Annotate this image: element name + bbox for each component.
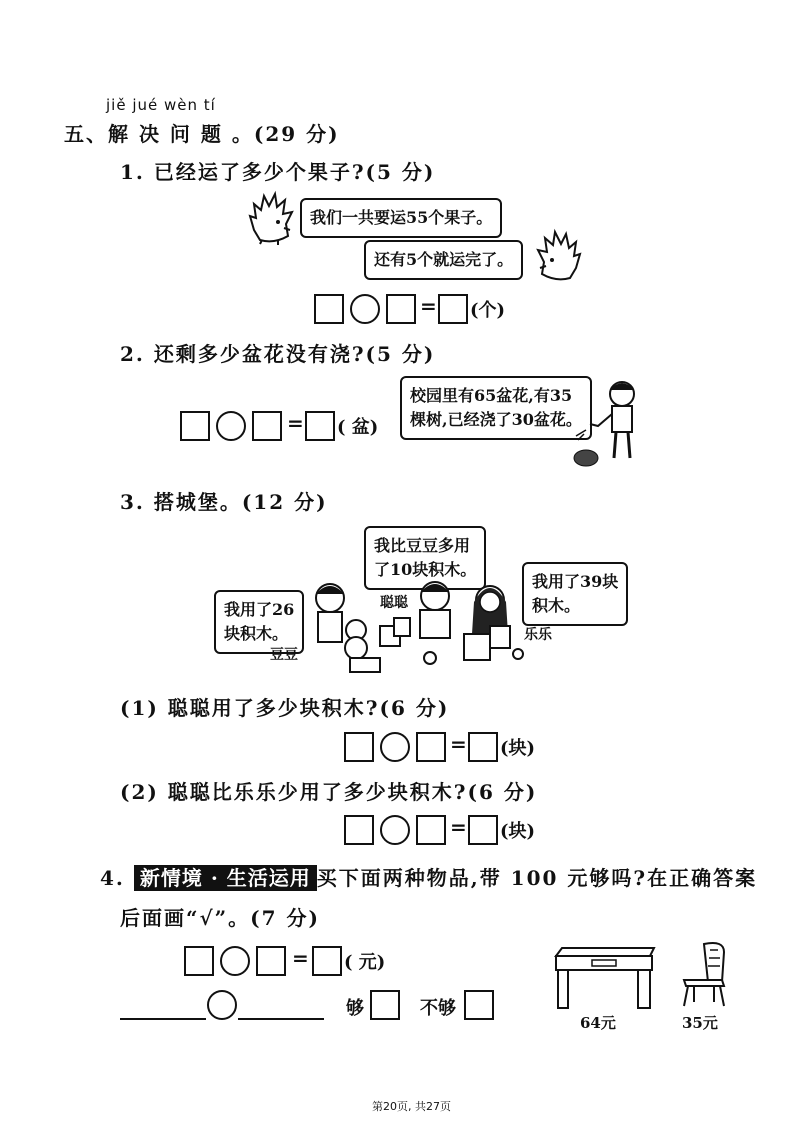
name-lele: 乐乐 <box>524 627 552 643</box>
q4-question-line2: 后面画“√”。(7 分) <box>120 906 320 930</box>
hedgehog-icon <box>532 224 582 284</box>
desk-icon <box>552 946 658 1010</box>
section-title: 五、解 决 问 题 。(29 分) <box>64 122 340 146</box>
equals-sign: = <box>450 732 467 756</box>
bubble-line: 我比豆豆多用 <box>374 536 471 555</box>
bubble-line: 我用了26 <box>224 600 295 619</box>
q3-speech-bubble-right <box>522 562 628 626</box>
answer-box[interactable] <box>180 411 210 441</box>
q3-sub2: (2) 聪聪比乐乐少用了多少块积木?(6 分) <box>120 780 538 804</box>
operator-circle[interactable] <box>220 946 250 976</box>
name-congcong: 聪聪 <box>380 595 408 611</box>
q4-question-text: 买下面两种物品,带 100 元够吗?在正确答案 <box>316 866 758 890</box>
unit-label: (块) <box>500 738 536 759</box>
hedgehog-icon <box>248 186 298 246</box>
blank-line[interactable] <box>120 1018 206 1020</box>
section-pinyin: jiě jué wèn tí <box>106 96 216 114</box>
boy-watering-icon <box>572 374 652 474</box>
operator-circle[interactable] <box>216 411 246 441</box>
desk-price: 64元 <box>580 1014 616 1032</box>
unit-label: (块) <box>500 821 536 842</box>
q3-question: 3. 搭城堡。(12 分) <box>120 490 328 514</box>
q4-number: 4. <box>100 866 125 890</box>
q1-speech-bubble-2: 还有5个就运完了。 <box>364 240 523 280</box>
not-enough-label: 不够 <box>420 998 456 1019</box>
bubble-line: 块积木。 <box>224 624 289 643</box>
bubble-line: 积木。 <box>532 596 581 615</box>
unit-label: ( 元) <box>344 952 386 973</box>
bubble-line: 棵树,已经浇了30盆花。 <box>410 410 582 429</box>
q4-context-tag: 新情境 · 生活运用 <box>134 865 317 891</box>
q3-sub1: (1) 聪聪用了多少块积木?(6 分) <box>120 696 450 720</box>
enough-label: 够 <box>346 998 364 1019</box>
chair-icon <box>680 940 728 1010</box>
equals-sign: = <box>450 815 467 839</box>
name-doudou: 豆豆 <box>270 647 298 663</box>
bubble-line: 了10块积木。 <box>374 560 477 579</box>
answer-box[interactable] <box>468 732 498 762</box>
answer-box[interactable] <box>305 411 335 441</box>
equals-sign: = <box>420 294 437 318</box>
q2-speech-bubble <box>400 376 592 440</box>
answer-box[interactable] <box>256 946 286 976</box>
check-box-enough[interactable] <box>370 990 400 1020</box>
equals-sign: = <box>287 411 304 435</box>
blank-line[interactable] <box>238 1018 324 1020</box>
compare-circle[interactable] <box>207 990 237 1020</box>
answer-box[interactable] <box>468 815 498 845</box>
answer-box[interactable] <box>344 815 374 845</box>
answer-box[interactable] <box>252 411 282 441</box>
q1-question: 1. 已经运了多少个果子?(5 分) <box>120 160 436 184</box>
answer-box[interactable] <box>438 294 468 324</box>
answer-box[interactable] <box>344 732 374 762</box>
operator-circle[interactable] <box>380 815 410 845</box>
q1-speech-bubble-1: 我们一共要运55个果子。 <box>300 198 502 238</box>
page-number: 第20页, 共27页 <box>372 1100 451 1113</box>
answer-box[interactable] <box>386 294 416 324</box>
equals-sign: = <box>292 946 309 970</box>
chair-price: 35元 <box>682 1014 718 1032</box>
bubble-line: 我用了39块 <box>532 572 619 591</box>
operator-circle[interactable] <box>380 732 410 762</box>
children-blocks-icon <box>300 574 526 674</box>
unit-label: ( 盆) <box>337 417 379 438</box>
answer-box[interactable] <box>314 294 344 324</box>
answer-box[interactable] <box>312 946 342 976</box>
answer-box[interactable] <box>416 815 446 845</box>
unit-label: (个) <box>470 300 506 321</box>
operator-circle[interactable] <box>350 294 380 324</box>
answer-box[interactable] <box>416 732 446 762</box>
q4-question <box>100 862 757 891</box>
check-box-not-enough[interactable] <box>464 990 494 1020</box>
answer-box[interactable] <box>184 946 214 976</box>
q2-question: 2. 还剩多少盆花没有浇?(5 分) <box>120 342 436 366</box>
bubble-line: 校园里有65盆花,有35 <box>410 386 573 405</box>
